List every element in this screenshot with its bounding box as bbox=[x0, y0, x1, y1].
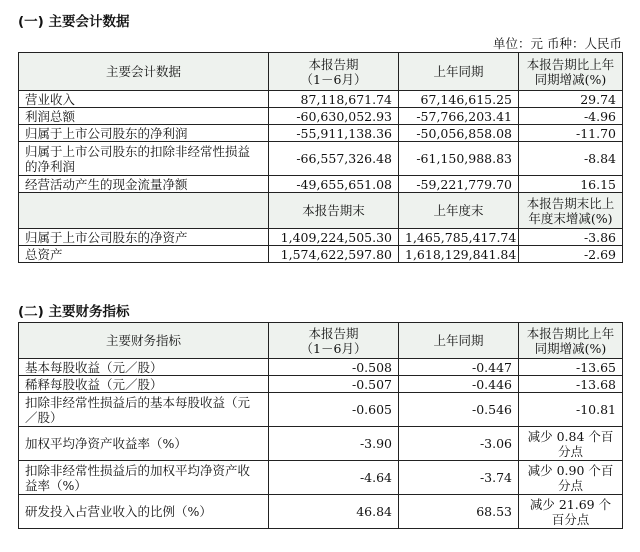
table-row bbox=[19, 359, 623, 376]
row-current: 1,409,224,505.30 bbox=[269, 229, 399, 246]
row-change: -11.70 bbox=[519, 125, 623, 142]
header-prior-period: 上年同期 bbox=[399, 53, 519, 91]
subheader-period-end: 本报告期末 bbox=[269, 193, 399, 229]
row-current: -0.508 bbox=[269, 359, 399, 376]
subheader-change bbox=[519, 193, 623, 229]
table-row bbox=[19, 125, 623, 142]
row-label: 研发投入占营业收入的比例（%） bbox=[19, 495, 269, 529]
row-prior: -59,221,779.70 bbox=[399, 176, 519, 193]
row-change: 减少 0.90 个百分点 bbox=[519, 461, 623, 495]
row-current: -49,655,651.08 bbox=[269, 176, 399, 193]
row-current: -0.605 bbox=[269, 393, 399, 427]
row-label: 利润总额 bbox=[19, 108, 269, 125]
row-label: 经营活动产生的现金流量净额 bbox=[19, 176, 269, 193]
header-current-period bbox=[269, 53, 399, 91]
header-item: 主要会计数据 bbox=[19, 53, 269, 91]
financial-indicators-table bbox=[18, 322, 623, 529]
table-row bbox=[19, 142, 623, 176]
row-change: 减少 21.69 个百分点 bbox=[519, 495, 623, 529]
row-current: 46.84 bbox=[269, 495, 399, 529]
table-row bbox=[19, 229, 623, 246]
row-change: -2.69 bbox=[519, 246, 623, 263]
row-current: 87,118,671.74 bbox=[269, 91, 399, 108]
row-label: 加权平均净资产收益率（%） bbox=[19, 427, 269, 461]
header-current-period bbox=[269, 323, 399, 359]
row-change: -4.96 bbox=[519, 108, 623, 125]
row-prior: -0.546 bbox=[399, 393, 519, 427]
row-prior: -57,766,203.41 bbox=[399, 108, 519, 125]
row-label: 归属于上市公司股东的净资产 bbox=[19, 229, 269, 246]
row-change: -13.68 bbox=[519, 376, 623, 393]
row-prior: 68.53 bbox=[399, 495, 519, 529]
header-text: 本报告期 （1－6月） bbox=[300, 325, 367, 356]
row-prior: 67,146,615.25 bbox=[399, 91, 519, 108]
section1-title: (一) 主要会计数据 bbox=[18, 14, 130, 30]
row-change: -13.65 bbox=[519, 359, 623, 376]
row-current: -0.507 bbox=[269, 376, 399, 393]
table-row bbox=[19, 376, 623, 393]
header-change bbox=[519, 53, 623, 91]
row-change: 减少 0.84 个百分点 bbox=[519, 427, 623, 461]
row-current: -4.64 bbox=[269, 461, 399, 495]
table-row bbox=[19, 246, 623, 263]
row-prior: -3.74 bbox=[399, 461, 519, 495]
row-prior: 1,618,129,841.84 bbox=[399, 246, 519, 263]
row-label: 总资产 bbox=[19, 246, 269, 263]
row-change: 16.15 bbox=[519, 176, 623, 193]
row-current: -3.90 bbox=[269, 427, 399, 461]
row-label: 归属于上市公司股东的扣除非经常性损益的净利润 bbox=[19, 142, 269, 176]
table2-header-row bbox=[19, 323, 623, 359]
table-row bbox=[19, 91, 623, 108]
table1-header-row bbox=[19, 53, 623, 91]
row-current: 1,574,622,597.80 bbox=[269, 246, 399, 263]
unit-currency-note: 单位：元 币种：人民币 bbox=[493, 36, 622, 51]
header-text: 本报告期 （1－6月） bbox=[300, 56, 367, 87]
row-prior: -0.446 bbox=[399, 376, 519, 393]
row-prior: -0.447 bbox=[399, 359, 519, 376]
header-text: 本报告期末比上 年度末增减(%) bbox=[526, 195, 615, 226]
row-change: -10.81 bbox=[519, 393, 623, 427]
table1-subheader-row bbox=[19, 193, 623, 229]
header-change bbox=[519, 323, 623, 359]
table-row bbox=[19, 495, 623, 529]
row-label: 基本每股收益（元／股） bbox=[19, 359, 269, 376]
row-label: 稀释每股收益（元／股） bbox=[19, 376, 269, 393]
header-text: 本报告期比上年 同期增减(%) bbox=[526, 56, 615, 87]
row-prior: 1,465,785,417.74 bbox=[399, 229, 519, 246]
row-label: 扣除非经常性损益后的基本每股收益（元／股） bbox=[19, 393, 269, 427]
row-label: 营业收入 bbox=[19, 91, 269, 108]
table-row bbox=[19, 176, 623, 193]
table-row bbox=[19, 461, 623, 495]
row-prior: -50,056,858.08 bbox=[399, 125, 519, 142]
accounting-data-table bbox=[18, 52, 623, 263]
header-text: 本报告期比上年 同期增减(%) bbox=[526, 325, 615, 356]
row-change: -8.84 bbox=[519, 142, 623, 176]
table-row bbox=[19, 393, 623, 427]
row-prior: -61,150,988.83 bbox=[399, 142, 519, 176]
header-prior-period: 上年同期 bbox=[399, 323, 519, 359]
table-row bbox=[19, 427, 623, 461]
section2-title: (二) 主要财务指标 bbox=[18, 304, 130, 320]
row-current: -66,557,326.48 bbox=[269, 142, 399, 176]
row-prior: -3.06 bbox=[399, 427, 519, 461]
row-current: -60,630,052.93 bbox=[269, 108, 399, 125]
subheader-prior-year-end: 上年度末 bbox=[399, 193, 519, 229]
subheader-item bbox=[19, 193, 269, 229]
header-item: 主要财务指标 bbox=[19, 323, 269, 359]
row-current: -55,911,138.36 bbox=[269, 125, 399, 142]
row-label: 扣除非经常性损益后的加权平均净资产收益率（%） bbox=[19, 461, 269, 495]
row-change: 29.74 bbox=[519, 91, 623, 108]
table-row bbox=[19, 108, 623, 125]
row-change: -3.86 bbox=[519, 229, 623, 246]
row-label: 归属于上市公司股东的净利润 bbox=[19, 125, 269, 142]
